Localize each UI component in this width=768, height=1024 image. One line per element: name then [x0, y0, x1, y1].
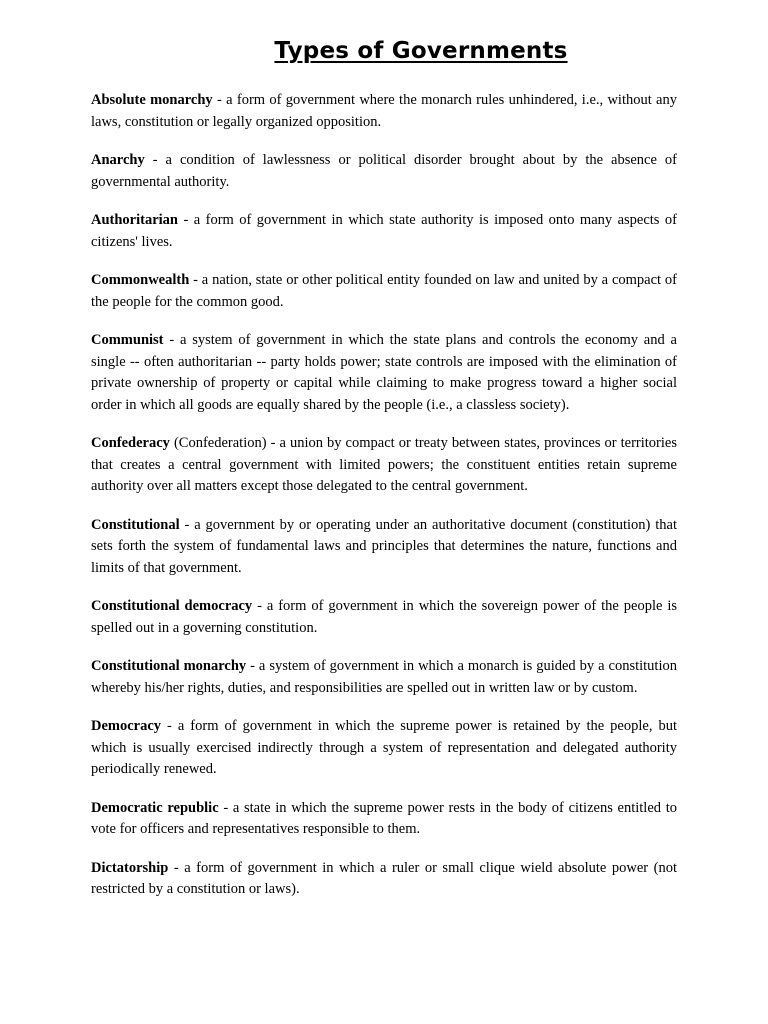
definition-entry: [91, 716, 677, 781]
definition-text: - a form of government where the monarch rules unhindered, i.e., without any laws, constitution or legally organized opposition.: [91, 92, 677, 130]
definition-term: Commonwealth: [91, 272, 190, 288]
definition-term: Absolute monarchy: [91, 92, 213, 108]
definition-text: - a state in which the supreme power rests in the body of citizens entitled to vote for officers and representatives responsible to them.: [91, 799, 677, 837]
definition-text: (Confederation) - a union by compact or treaty between states, provinces or territories that creates a central government with limited powers; the constituent entities retain supreme authority over all matters except those delegated to the central government.: [91, 435, 677, 494]
definition-entry: [91, 90, 677, 133]
definition-term: Democratic republic: [91, 799, 219, 816]
definition-term: Authoritarian: [91, 212, 178, 228]
definition-entry: [91, 270, 677, 313]
definition-entry: [91, 210, 677, 253]
definition-entry: [91, 798, 677, 841]
definition-text: - a form of government in which the supreme power is retained by the people, but which is usually exercised indirectly through a system of representation and delegated authority periodically renewed.: [91, 718, 677, 777]
definition-entry: [91, 433, 677, 498]
definition-entry: [91, 515, 677, 580]
definition-text: - a nation, state or other political entity founded on law and united by a compact of the people for the common good.: [91, 272, 677, 310]
definition-text: - a condition of lawlessness or political disorder brought about by the absence of governmental authority.: [91, 152, 677, 190]
definition-term: Constitutional: [91, 516, 180, 533]
definition-text: - a form of government in which state authority is imposed onto many aspects of citizens' lives.: [91, 212, 677, 250]
definition-term: Democracy: [91, 718, 162, 734]
definition-list: [91, 90, 677, 918]
definition-entry: [91, 150, 677, 193]
definition-text: - a system of government in which a monarch is guided by a constitution whereby his/her rights, duties, and responsibilities are spelled out in written law or by custom.: [91, 658, 677, 696]
definition-term: Dictatorship: [91, 859, 169, 876]
definition-entry: [91, 330, 677, 416]
definition-entry: [91, 656, 677, 699]
document-title: [0, 35, 768, 67]
definition-entry: [91, 858, 677, 901]
document-title-text: Types of Governments: [274, 38, 568, 64]
definition-text: - a form of government in which the sovereign power of the people is spelled out in a governing constitution.: [91, 598, 678, 636]
definition-entry: [91, 596, 677, 639]
definition-term: Anarchy: [91, 152, 145, 168]
definition-term: Confederacy: [91, 435, 170, 451]
definition-text: - a system of government in which the state plans and controls the economy and a single -- often authoritarian -- party holds power; state controls are imposed with the elimination of private ownership of property or capital while claiming to make progress toward a higher social order in which all goods are equally shared by the people (i.e., a classless society).: [91, 332, 677, 413]
definition-term: Communist: [91, 332, 164, 348]
definition-term: Constitutional democracy: [91, 598, 253, 614]
definition-text: - a form of government in which a ruler or small clique wield absolute power (not restricted by a constitution or laws).: [91, 859, 677, 897]
definition-text: - a government by or operating under an authoritative document (constitution) that sets forth the system of fundamental laws and principles that determines the nature, functions and limits of that government.: [91, 516, 677, 576]
definition-term: Constitutional monarchy: [91, 658, 247, 674]
